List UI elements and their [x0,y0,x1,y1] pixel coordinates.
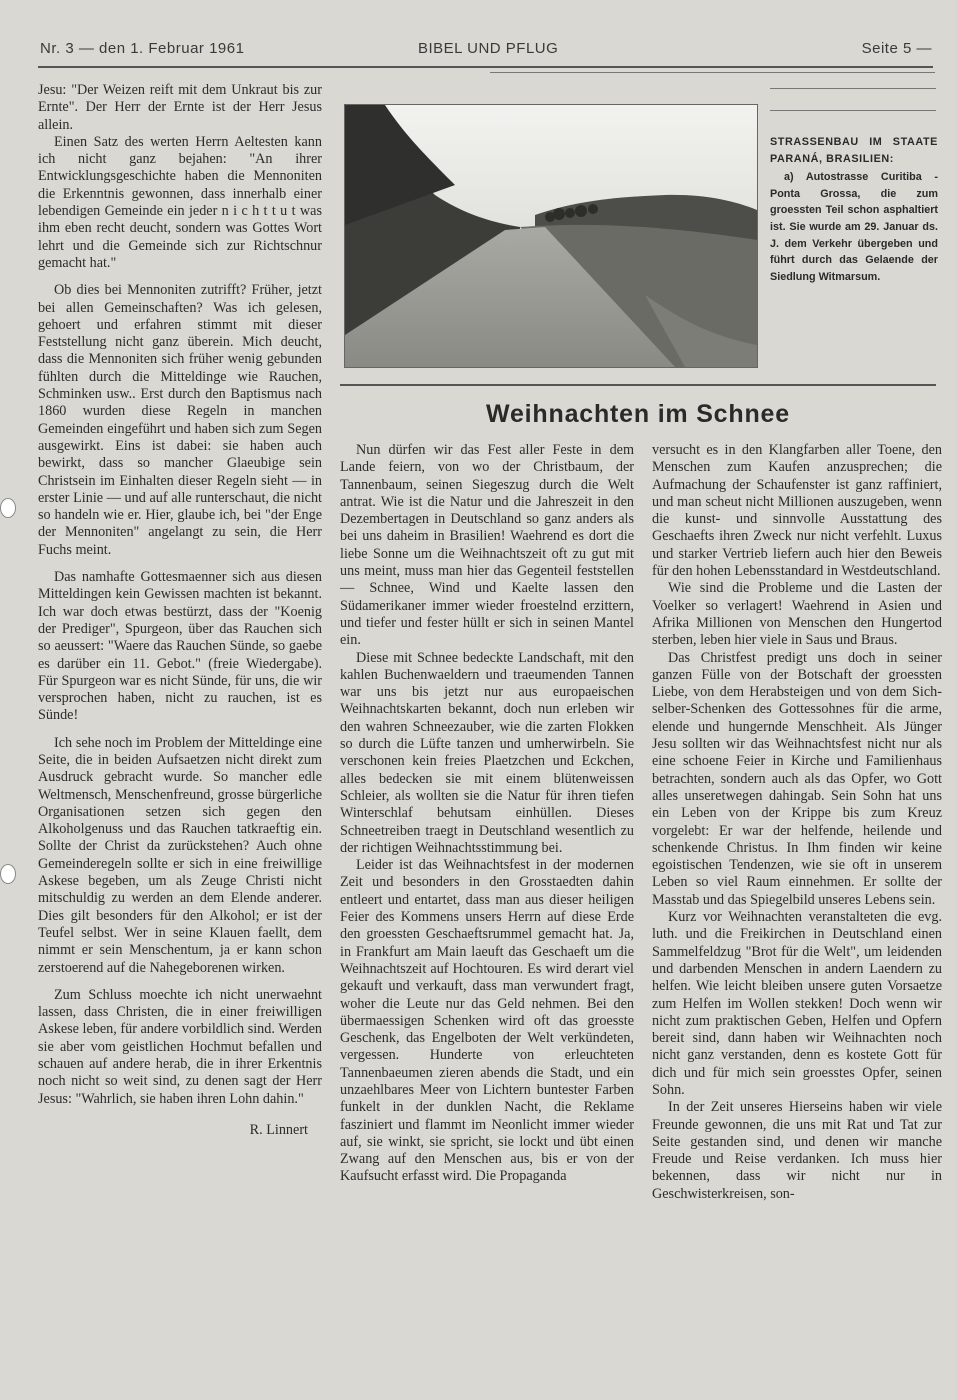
left-column [38,82,322,1139]
photo-caption-title: STRASSENBAU IM STAATE PARANÁ, BRASILIEN: [770,136,938,165]
paragraph: Das Christfest predigt uns doch in seiner ganzen Fülle von der Botschaft der groessten Liebe, von dem Herabsteigen und von dem Sich-selber-Schenken des Gottessohnes für die arme, elende und hungernde Menschheit. Als Jünger Jesu sollten wir das Weihnachtsfest nicht nur als eine schoene Feier in Kirche und Familienhaus betrachten, sondern auch als das Opfer, wo Gott alles unseretwegen dahingab. Sein Sohn hat uns ein Leben von der Krippe bis zum Kreuz vorgelebt: Er war der helfende, heilende und schenkende Christus. In Ihm finden wir keine egoistischen Tendenzen, wie sie oft in unserem Leben so viel Raum einnehmen. Er sollte der Masstab und das Spiegelbild unseres Lebens sein. [652,649,942,908]
article-column-right [652,442,942,1203]
paragraph: versucht es in den Klangfarben aller Toene, den Menschen zum Kaufen anzusprechen; die Aufmachung der Schaufenster ist ganz raffiniert, und man scheut nicht Millionen auszugeben, wenn die kunst- und sinnvolle Ausstattung des Geschaefts ihren Zweck nur nicht verfehlt. Luxus und starker Vertrieb liefern auch hier den Beweis für den hohen Lebensstandard in Westdeutschland. [652,442,942,580]
article-title: Weihnachten im Schnee [486,400,790,428]
paragraph: Das namhafte Gottesmaenner sich aus diesen Mitteldingen kein Gewissen machten ist bekannt. Ich war doch etwas bestürzt, dass der "Koenig der Prediger", Spurgeon, über das Rauchen sich so aeussert: "Waere das Rauchen Sünde, so gaebe es darüber ein 11. Gebot." (freie Wiedergabe). Für Spurgeon war es nicht Sünde, für uns, die wir versprochen haben, nicht zu rauchen, ist es Sünde! [38,569,322,724]
road-photo [344,104,758,368]
caption-rule [770,88,936,89]
photo-caption [770,134,938,285]
paragraph: Jesu: "Der Weizen reift mit dem Unkraut bis zur Ernte". Der Herr der Ernte ist der Herr Jesus allein. [38,82,322,133]
page-number: Seite 5 — [861,40,932,57]
paragraph: Ich sehe noch im Problem der Mitteldinge eine Seite, die in beiden Aufsaetzen nicht direkt zum Ausdruck gebracht wurde. So mancher edle Weltmensch, Menschenfreund, grosse bürgerliche Organisationen setzen sich gegen den Alkoholgenuss und das Rauchen tatkraeftig ein. Sollte der Christ da zurückstehen? Auch ohne Gemeinderegeln sollte er sich in eine freiwillige Askese begeben, um als Zeuge Christi nicht mitschuldig zu werden an dem Elende anderer. Dies gilt besonders für den Alkohol; er ist der Teufel selbst. Wer in seine Klauen faellt, dem nimmt er sein Menschentum, ja er kann schon zerstoerend auf die Nahegeborenen wirken. [38,734,322,976]
paragraph: In der Zeit unseres Hierseins haben wir viele Freunde gewonnen, die uns mit Rat und Tat zur Seite gestanden sind, und denen wir manche Freude und Reise verdanken. Ich muss hier bekennen, dass wir nicht nur in Geschwisterkreisen, son- [652,1099,942,1202]
paragraph: Wie sind die Probleme und die Lasten der Voelker so verlagert! Waehrend in Asien und Afrika Millionen von Menschen den Hungertod sterben, leben hier viele in Saus und Braus. [652,580,942,649]
paragraph: Einen Satz des werten Herrn Aeltesten kann ich nicht ganz bejahen: "An ihrer Entwicklungsgeschichte haben die Mennoniten die Erkenntnis gewonnen, dass innerhalb einer lebendigen Gemeinde ein jeder n i c h t t u t was ihm eben recht deucht, sondern was Gottes Wort lehrt und die Gemeinde sich zur Richtschnur gemacht hat." [38,133,322,271]
publication-title: BIBEL UND PFLUG [418,40,559,57]
paragraph: Leider ist das Weihnachtsfest in der modernen Zeit und besonders in den Grosstaedten dahin entleert und entartet, dass man aus dieser heiligen Feier des Kommens unsers Herrn auf diese Erde den groessten Geschaeftsrummel gemacht hat. Ja, in Frankfurt am Main laeuft das Geschaeft um die Weihnachtszeit auf Hochtouren. Es wird derart viel gekauft und verkauft, dass man verwundert fragt, woher die Leute nur das Geld nehmen. Bei den übermaessigen Schenken wird oft das groesste Geschenk, das Engelboten der Welt verkündeten, vergessen. Hunderte von erleuchteten Tannenbaeumen zieren abends die Stadt, und ein unzaehlbares Meer von Lichtern buntester Farben funkelt in der dunklen Nacht, die Reklame fasziniert und flammt im Neonlicht immer wieder auf, sie winkt, sie spricht, sie lockt und übt einen Zwang auf den Menschen aus, bis er von der Kaufsucht erfasst wird. Die Propaganda [340,857,634,1185]
header-rule [38,66,933,68]
paragraph: Diese mit Schnee bedeckte Landschaft, mit den kahlen Buchenwaeldern und traeumenden Tannen war uns bis jetzt nur aus europaeischen Weihnachtskarten bekannt, doch nun erleben wir den wahren Schneezauber, wie die zarten Flokken so durch die Lüfte tanzen und umherwirbeln. Sie verschonen kein freies Plaetzchen und Eckchen, alles bedecken sie mit einem blütenweissen Schleier, als wollten sie die Natur für ihren tiefen Winterschlaf behutsam einhüllen. Dieses Schneetreiben traegt in Deutschland wesentlich zu der richtigen Weihnachtsstimmung bei. [340,649,634,856]
author-signature: R. Linnert [249,1121,308,1138]
paragraph: Ob dies bei Mennoniten zutrifft? Früher, jetzt bei allen Gemeinschaften? Was ich gelesen, gehoert und erfahren stimmt mit dieser Feststellung nicht ganz überein. Mich deucht, dass die Mennoniten sich früher wenig gebunden fühlten durch die Mitteldinge wie Rauchen, Schminken usw.. Erst durch den Baptismus nach 1860 wurden diese Regeln in manchen Gemeinden eingeführt und haben sich zum Segen ausgewirkt. Eins ist dabei: sie haben auch bewirkt, dass so mancher Glaeubige sein Christsein im Einhalten dieser Regeln sieht — in erster Linie — und auf alle runterschaut, die nicht so handeln wie er. Hier, glaube ich, bei "der Enge der Mennoniten" angelangt zu sein, die Herr Fuchs meint. [38,282,322,558]
road-photo-image [345,105,757,367]
caption-rule [770,110,936,111]
article-rule [340,384,936,386]
paragraph: Nun dürfen wir das Fest aller Feste in dem Lande feiern, von wo der Christbaum, der Tannenbaum, seinen Siegeszug durch die Welt antrat. Wie ist die Natur und die Jahreszeit in den Dezembertagen in Deutschland so ganz anders als bei uns daheim in Brasilien! Waehrend es dort die liebe Sonne um die Weihnachtszeit oft zu gut mit uns meint, muss man hier das Gegenteil feststellen — Schnee, Wind und Kaelte lassen den Südamerikaner immer wieder froestelnd erzittern, und tiefer und fester hüllt er sich in seinen Mantel ein. [340,442,634,649]
article-column-middle [340,442,634,1186]
header-rule-secondary [490,72,935,73]
paragraph: Kurz vor Weihnachten veranstalteten die evg. luth. und die Freikirchen in Deutschland einen Sammelfeldzug "Brot für die Welt", um leidenden und darbenden Menschen in andern Laendern zu helfen. Wie leicht bleiben unsere guten Vorsaetze zum Helfen im Wollen stekken! Doch wenn wir nicht zum praktischen Geben, Helfen und Opfern bereit sind, dann haben wir Weihnachten noch nicht ganz verstanden, denn es kostete Gott für dich und für mich sein groesstes Opfer, seinen Sohn. [652,909,942,1098]
paragraph: Zum Schluss moechte ich nicht unerwaehnt lassen, dass Christen, die in einer freiwilligen Askese leben, für andere vorbildlich sind. Werden sie aber vom geistlichen Hochmut befallen und schauen auf andere herab, die in ihrer Erkentnis noch nicht so weit sind, zu denen sagt der Herr Jesus: "Wahrlich, sie haben ihren Lohn dahin." [38,986,322,1107]
photo-caption-body: a) Autostrasse Curitiba - Ponta Grossa, die zum groessten Teil schon asphaltiert ist. Sie wurde am 29. Januar ds. J. dem Verkehr übergeben und führt durch das Gelaende der Siedlung Witmarsum. [770,171,938,283]
punch-hole [0,864,16,884]
punch-hole [0,498,16,518]
issue-date: Nr. 3 — den 1. Februar 1961 [40,40,245,57]
